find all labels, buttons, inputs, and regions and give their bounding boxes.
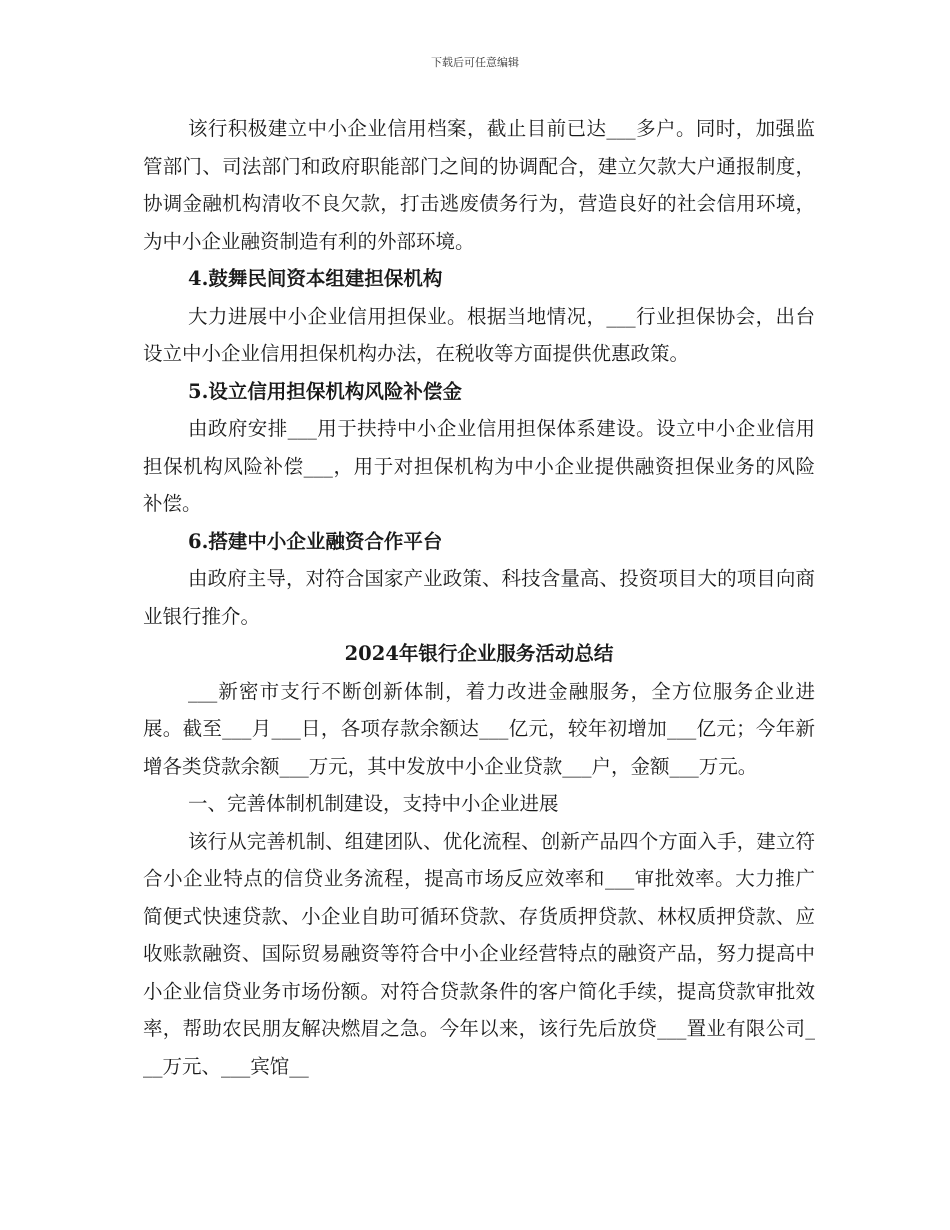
document-body [143,110,815,1085]
paragraph-risk-compensation: 由政府安排___用于扶持中小企业信用担保体系建设。设立中小企业信用担保机构风险补偿___，用于对担保机构为中小企业提供融资担保业务的风险补偿。 [143,417,815,515]
paragraph-credit-archive: 该行积极建立中小企业信用档案，截止目前已达___多户。同时，加强监管部门、司法部门和政府职能部门之间的协调配合，建立欠款大户通报制度，协调金融机构清收不良欠款，打击逃废债务行为，营造良好的社会信用环境，为中小企业融资制造有利的外部环境。 [143,117,815,253]
section-heading-5: 5.设立信用担保机构风险补偿金 [188,379,462,403]
section-heading-6: 6.搭建中小企业融资合作平台 [188,529,443,553]
paragraph-government-lead: 由政府主导，对符合国家产业政策、科技含量高、投资项目大的项目向商业银行推介。 [143,567,815,628]
paragraph-mechanism: 该行从完善机制、组建团队、优化流程、创新产品四个方面入手，建立符合小企业特点的信贷业务流程，提高市场反应效率和___审批效率。大力推广简便式快速贷款、小企业自助可循环贷款、存货质押贷款、林权质押贷款、应收账款融资、国际贸易融资等符合中小企业经营特点的融资产品，努力提高中小企业信贷业务市场份额。对符合贷款条件的客户简化手续，提高贷款审批效率，帮助农民朋友解决燃眉之急。今年以来，该行先后放贷___置业有限公司___万元、___宾馆__ [143,829,815,1078]
page-header-note: 下载后可任意编辑 [431,56,519,69]
paragraph-guarantee-industry: 大力进展中小企业信用担保业。根据当地情况，___行业担保协会，出台设立中小企业信用担保机构办法，在税收等方面提供优惠政策。 [143,304,815,365]
section-heading-4: 4.鼓舞民间资本组建担保机构 [188,267,443,290]
paragraph-branch-summary: ___新密市支行不断创新体制，着力改进金融服务，全方位服务企业进展。截至___月___日，各项存款余额达___亿元，较年初增加___亿元；今年新增各类贷款余额___万元，其中发放中小企业贷款___户，金额___万元。 [143,679,815,778]
document-title: 2024年银行企业服务活动总结 [344,642,614,665]
subsection-heading-1: 一、完善体制机制建设，支持中小企业进展 [188,792,559,815]
